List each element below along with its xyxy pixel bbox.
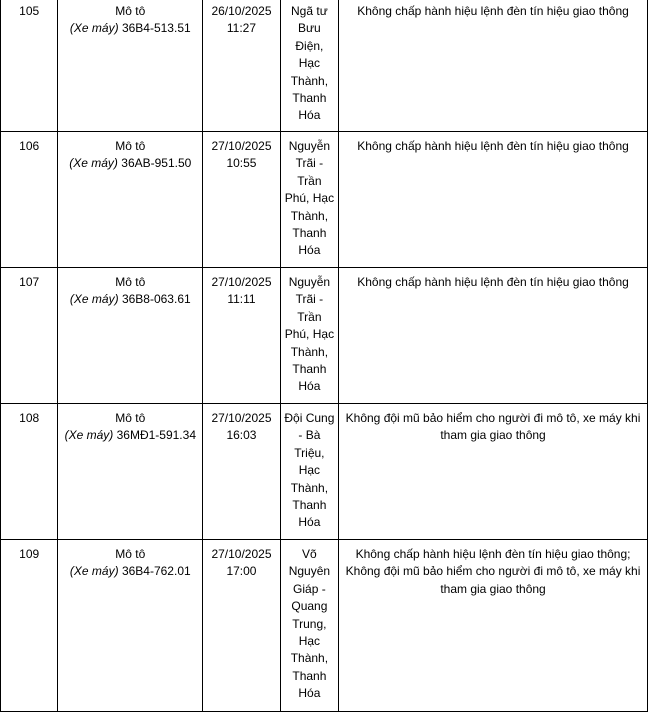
location-line: Thanh (292, 91, 327, 106)
vehicle-plate-line (61, 291, 199, 308)
table-row (1, 268, 648, 404)
violation-line: Không chấp hành hiệu lệnh đèn tín hiệu giao thông (357, 275, 629, 289)
vehicle-type: Mô tô (115, 139, 146, 153)
cell-location (280, 540, 338, 712)
license-plate: 36MĐ1-591.34 (116, 428, 196, 443)
location-line: Đội Cung (284, 411, 335, 425)
cell-location (280, 132, 338, 268)
location-line: Trãi - (295, 156, 324, 171)
location-line: Thành, (290, 344, 329, 359)
cell-vehicle (58, 132, 203, 268)
location-line: Hóa (298, 686, 321, 701)
violation-time: 10:55 (226, 156, 257, 171)
vehicle-plate-line (61, 563, 199, 580)
violation-line: tham gia giao thông (440, 428, 546, 443)
cell-index: 109 (1, 540, 58, 712)
location-line: Thành, (290, 73, 329, 88)
location-line: Trần (297, 309, 322, 324)
violation-line: Không chấp hành hiệu lệnh đèn tín hiệu giao thông (357, 4, 629, 18)
vehicle-plate-line (61, 20, 199, 37)
vehicle-subtype: (Xe máy) (64, 428, 114, 443)
violation-line: Không đội mũ bảo hiểm cho người đi mô tô, xe máy khi (345, 411, 641, 425)
vehicle-subtype: (Xe máy) (69, 564, 119, 579)
violation-time: 16:03 (226, 428, 257, 443)
location-line: Hóa (298, 379, 321, 394)
location-line: Hóa (298, 243, 321, 258)
violation-time: 11:27 (226, 21, 257, 36)
table-row (1, 132, 648, 268)
cell-datetime (203, 268, 280, 404)
violation-line: Không chấp hành hiệu lệnh đèn tín hiệu giao thông (357, 139, 629, 153)
location-line: Thành, (290, 480, 329, 495)
cell-location (280, 268, 338, 404)
vehicle-plate-line (61, 427, 199, 444)
violation-time: 17:00 (226, 564, 257, 579)
violation-time: 11:11 (227, 292, 256, 307)
location-line: Trãi - (295, 292, 324, 307)
violation-date: 27/10/2025 (211, 411, 272, 425)
location-line: Phú, Hạc (284, 327, 335, 342)
cell-violation (339, 132, 648, 268)
location-line: Thanh (292, 668, 327, 683)
violation-date: 26/10/2025 (211, 4, 272, 18)
violation-line: tham gia giao thông (440, 581, 546, 596)
location-line: Hạc (298, 634, 321, 649)
cell-vehicle (58, 268, 203, 404)
cell-vehicle (58, 404, 203, 540)
cell-datetime (203, 540, 280, 712)
vehicle-plate-line (61, 155, 199, 172)
location-line: Thành, (290, 208, 329, 223)
location-line: Giáp - (293, 581, 326, 596)
location-line: Hóa (298, 515, 321, 530)
license-plate: 36B4-513.51 (121, 21, 191, 36)
location-line: Thanh (292, 362, 327, 377)
cell-datetime (203, 404, 280, 540)
vehicle-type: Mô tô (115, 4, 146, 18)
cell-violation (339, 540, 648, 712)
location-line: Trần (297, 173, 322, 188)
location-line: Phú, Hạc (284, 191, 335, 206)
table-row (1, 540, 648, 712)
cell-vehicle (58, 0, 203, 132)
cell-datetime (203, 0, 280, 132)
cell-violation (339, 268, 648, 404)
license-plate: 36B8-063.61 (121, 292, 191, 307)
location-line: Thanh (292, 226, 327, 241)
location-line: Điện, (295, 38, 324, 53)
location-line: Trung, (292, 616, 327, 631)
cell-index: 106 (1, 132, 58, 268)
vehicle-type: Mô tô (115, 411, 146, 425)
violation-line: Không chấp hành hiệu lệnh đèn tín hiệu giao thông; (355, 547, 631, 561)
location-line: Nguyễn (288, 275, 331, 289)
license-plate: 36B4-762.01 (121, 564, 191, 579)
table-row (1, 404, 648, 540)
location-line: Triệu, (294, 445, 325, 460)
cell-index: 107 (1, 268, 58, 404)
cell-violation (339, 404, 648, 540)
cell-location (280, 404, 338, 540)
cell-location (280, 0, 338, 132)
location-line: Nguyễn (288, 139, 331, 153)
cell-vehicle (58, 540, 203, 712)
violation-date: 27/10/2025 (211, 275, 272, 289)
location-line: Ngã tư (291, 4, 328, 18)
table-row (1, 0, 648, 132)
vehicle-subtype: (Xe máy) (69, 21, 119, 36)
violation-date: 27/10/2025 (211, 139, 272, 153)
vehicle-subtype: (Xe máy) (69, 156, 118, 171)
cell-index: 105 (1, 0, 58, 132)
location-line: Hạc (298, 56, 321, 71)
violation-date: 27/10/2025 (211, 547, 272, 561)
location-line: - Bà (298, 428, 321, 443)
license-plate: 36AB-951.50 (121, 156, 192, 171)
cell-index: 108 (1, 404, 58, 540)
location-line: Quang (291, 599, 328, 614)
cell-violation (339, 0, 648, 132)
location-line: Thanh (292, 498, 327, 513)
location-line: Hạc (298, 463, 321, 478)
vehicle-type: Mô tô (115, 547, 146, 561)
vehicle-type: Mô tô (115, 275, 146, 289)
location-line: Bưu (298, 21, 321, 36)
vehicle-subtype: (Xe máy) (69, 292, 119, 307)
location-line: Thành, (290, 651, 329, 666)
location-line: Võ (302, 547, 317, 561)
violation-line: Không đội mũ bảo hiểm cho người đi mô tô, xe máy khi (345, 564, 641, 579)
violations-table-body (1, 0, 648, 712)
location-line: Hóa (298, 108, 321, 123)
cell-datetime (203, 132, 280, 268)
location-line: Nguyên (288, 564, 331, 579)
